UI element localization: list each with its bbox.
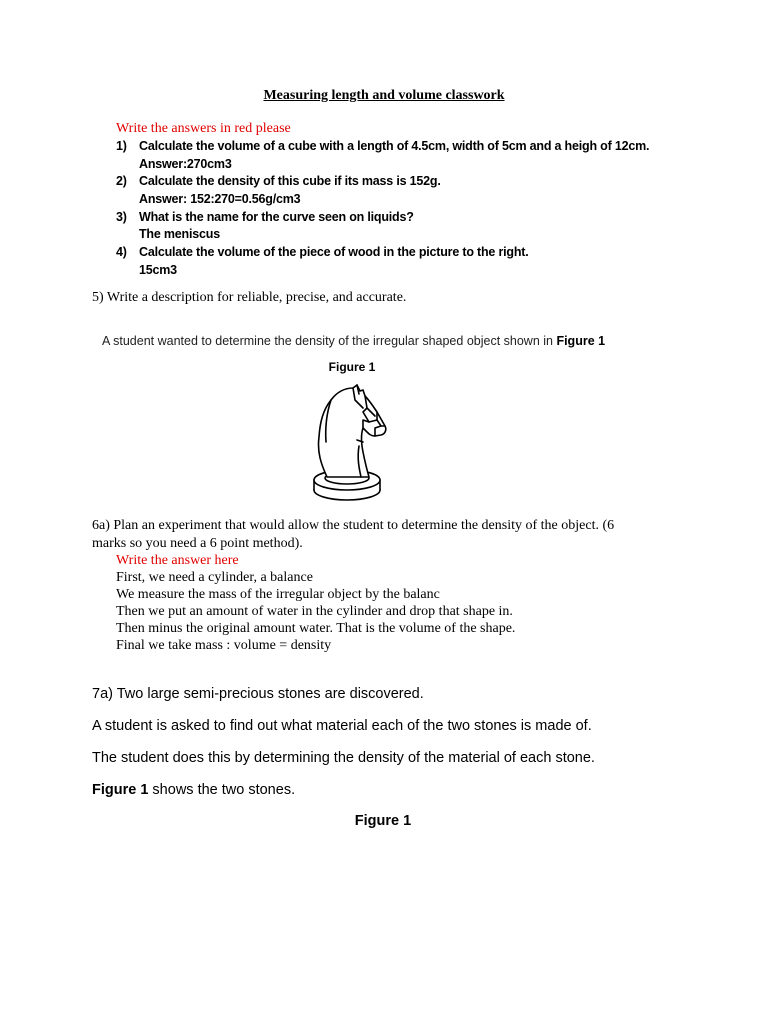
question-answer: The meniscus: [139, 227, 220, 241]
figure-label-2: Figure 1: [354, 813, 412, 829]
paragraph-student-does: The student does this by determining the density of the material of each stone.: [92, 750, 595, 766]
answer-line: We measure the mass of the irregular object by the balanc: [116, 587, 440, 602]
question-number: 2): [116, 174, 127, 188]
figure-shows-line: [92, 782, 295, 798]
student-intro-text: A student wanted to determine the density of the irregular shaped object shown in: [102, 334, 557, 348]
paragraph-student-asked: A student is asked to find out what material each of the two stones is made of.: [92, 718, 592, 734]
student-intro: [102, 334, 605, 348]
question-text: Calculate the volume of the piece of wood in the picture to the right.: [139, 245, 529, 259]
page-title: Measuring length and volume classwork: [263, 88, 505, 103]
question-number: 1): [116, 139, 127, 153]
student-intro-figure-ref: Figure 1: [556, 334, 606, 348]
answer-line: Then we put an amount of water in the cylinder and drop that shape in.: [116, 604, 513, 619]
answer-line: Then minus the original amount water. That is the volume of the shape.: [116, 621, 516, 636]
question-answer: Answer:270cm3: [139, 157, 232, 171]
figure-label: Figure 1: [328, 360, 376, 374]
question-6a-line1: 6a) Plan an experiment that would allow the student to determine the density of the object. (6: [92, 518, 615, 533]
question-text: What is the name for the curve seen on liquids?: [139, 210, 414, 224]
question-answer: Answer: 152:270=0.56g/cm3: [139, 192, 301, 206]
question-answer: 15cm3: [139, 263, 177, 277]
question-6a-line2: marks so you need a 6 point method).: [92, 536, 303, 551]
question-text: Calculate the volume of a cube with a length of 4.5cm, width of 5cm and a heigh of 12cm.: [139, 139, 650, 153]
question-number: 4): [116, 245, 127, 259]
question-text: Calculate the density of this cube if its mass is 152g.: [139, 174, 441, 188]
figure-shows-ref: Figure 1: [92, 782, 149, 798]
question-5: 5) Write a description for reliable, precise, and accurate.: [92, 290, 407, 305]
question-number: 3): [116, 210, 127, 224]
chess-knight-figure: [305, 382, 391, 510]
instruction-red: Write the answers in red please: [116, 121, 291, 136]
answer-line: First, we need a cylinder, a balance: [116, 570, 313, 585]
figure-shows-text: shows the two stones.: [148, 782, 296, 798]
question-7a: 7a) Two large semi-precious stones are discovered.: [92, 686, 424, 702]
answer-line: Final we take mass : volume = density: [116, 638, 332, 653]
answer-instruction-red: Write the answer here: [116, 553, 239, 568]
